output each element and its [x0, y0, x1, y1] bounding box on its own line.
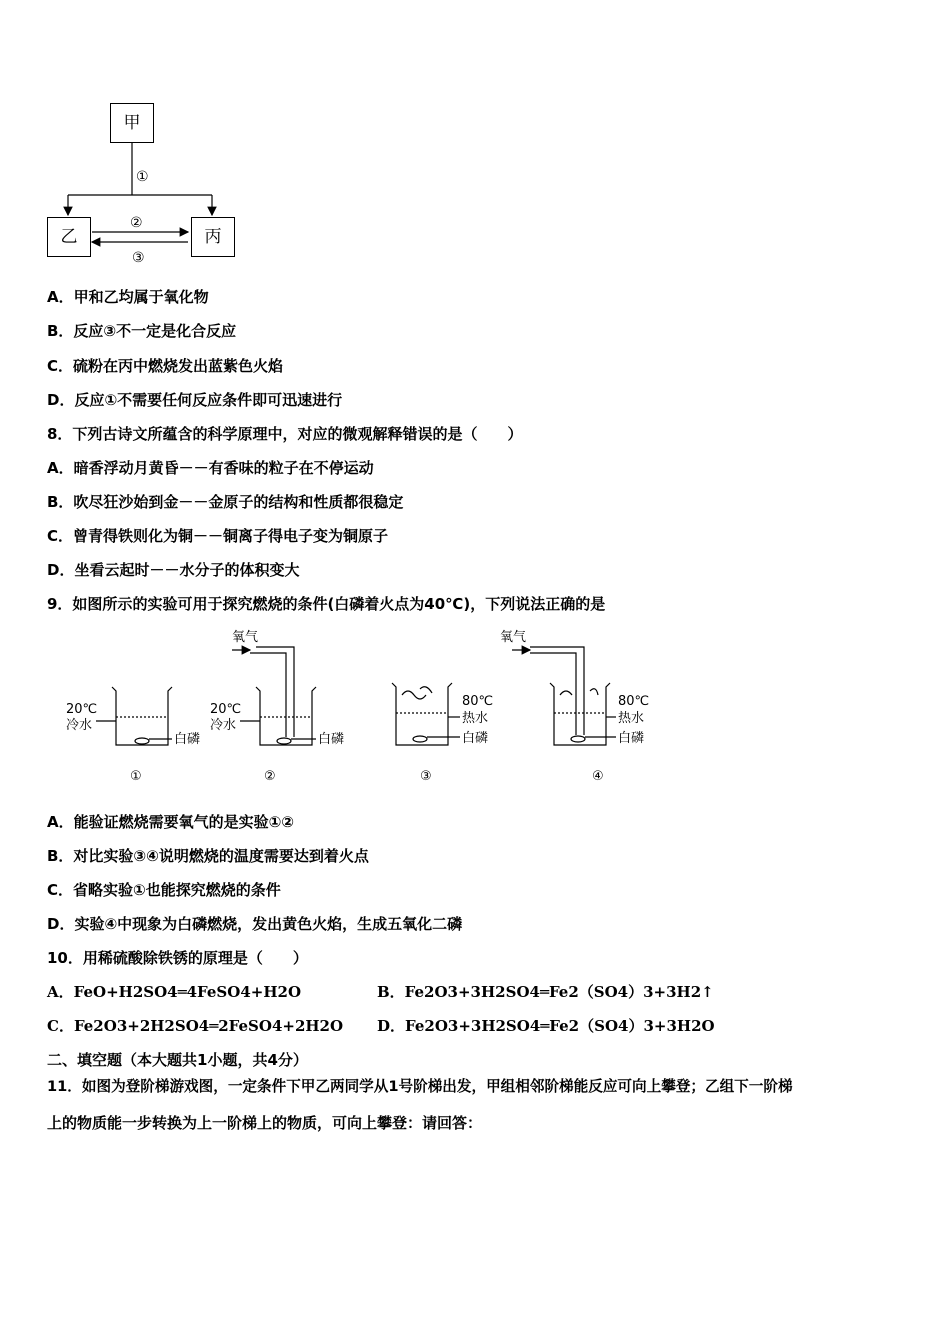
step2-label: ②	[130, 215, 143, 231]
temp-cold-1: 20℃	[66, 702, 98, 717]
q11-line-1: 11．如图为登阶梯游戏图，一定条件下甲乙两同学从1号阶梯出发，甲组相邻阶梯能反应可向上攀登；乙组下一阶梯	[47, 1078, 793, 1095]
q9-option-d: D．实验④中现象为白磷燃烧，发出黄色火焰，生成五氧化二磷	[47, 915, 463, 933]
phosphorus-1: 白磷	[174, 732, 201, 747]
combustion-experiment-figure	[60, 625, 740, 785]
q8-stem: 8．下列古诗文所蕴含的科学原理中，对应的微观解释错误的是（ ）	[47, 425, 523, 443]
temp-cold-2: 20℃	[210, 702, 242, 717]
q9-stem: 9．如图所示的实验可用于探究燃烧的条件(白磷着火点为40℃)，下列说法正确的是	[47, 595, 606, 613]
figure-label-3: ③	[420, 769, 432, 784]
temp-hot-3: 80℃	[462, 694, 494, 709]
q8-option-b: B．吹尽狂沙始到金－－金原子的结构和性质都很稳定	[47, 493, 404, 511]
cold-water-2: 冷水	[210, 718, 237, 733]
q7-option-a: A．甲和乙均属于氧化物	[47, 288, 209, 306]
phosphorus-2: 白磷	[318, 732, 345, 747]
q8-option-c: C．曾青得铁则化为铜－－铜离子得电子变为铜原子	[47, 527, 389, 545]
step1-label: ①	[136, 169, 149, 185]
figure-label-4: ④	[592, 769, 604, 784]
q11-line-2: 上的物质能一步转换为上一阶梯上的物质，可向上攀登：请回答：	[47, 1114, 483, 1132]
q8-option-a: A．暗香浮动月黄昏－－有香味的粒子在不停运动	[47, 459, 374, 477]
q10-option-b: B．Fe2O3+3H2SO4═Fe2（SO4）3+3H2↑	[377, 983, 714, 1001]
q10-option-c: C．Fe2O3+2H2SO4═2FeSO4+2H2O	[47, 1017, 344, 1035]
oxygen-label-4: 氧气	[500, 630, 527, 645]
q10-option-a: A．FeO+H2SO4═4FeSO4+H2O	[47, 983, 302, 1001]
q9-option-a: A．能验证燃烧需要氧气的是实验①②	[47, 813, 295, 831]
hot-water-3: 热水	[462, 711, 489, 726]
q8-option-d: D．坐看云起时－－水分子的体积变大	[47, 561, 300, 579]
q10-stem: 10．用稀硫酸除铁锈的原理是（ ）	[47, 949, 308, 967]
box-bing: 丙	[191, 217, 235, 257]
phosphorus-4: 白磷	[618, 731, 645, 746]
q7-option-b: B．反应③不一定是化合反应	[47, 322, 237, 340]
step3-label: ③	[132, 250, 145, 266]
cold-water-1: 冷水	[66, 718, 93, 733]
q9-option-c: C．省略实验①也能探究燃烧的条件	[47, 881, 281, 899]
box-jia: 甲	[110, 103, 154, 143]
figure-label-1: ①	[130, 769, 142, 784]
q7-option-c: C．硫粉在丙中燃烧发出蓝紫色火焰	[47, 357, 284, 375]
phosphorus-3: 白磷	[462, 731, 489, 746]
diagram-arrows	[0, 100, 260, 270]
q7-option-d: D．反应①不需要任何反应条件即可迅速进行	[47, 391, 343, 409]
section-heading: 二、填空题（本大题共1小题，共4分）	[47, 1051, 308, 1069]
figure-label-2: ②	[264, 769, 276, 784]
box-yi: 乙	[47, 217, 91, 257]
oxygen-label-2: 氧气	[232, 630, 259, 645]
q10-option-d: D．Fe2O3+3H2SO4═Fe2（SO4）3+3H2O	[377, 1017, 715, 1035]
hot-water-4: 热水	[618, 711, 645, 726]
q9-option-b: B．对比实验③④说明燃烧的温度需要达到着火点	[47, 847, 369, 865]
temp-hot-4: 80℃	[618, 694, 650, 709]
